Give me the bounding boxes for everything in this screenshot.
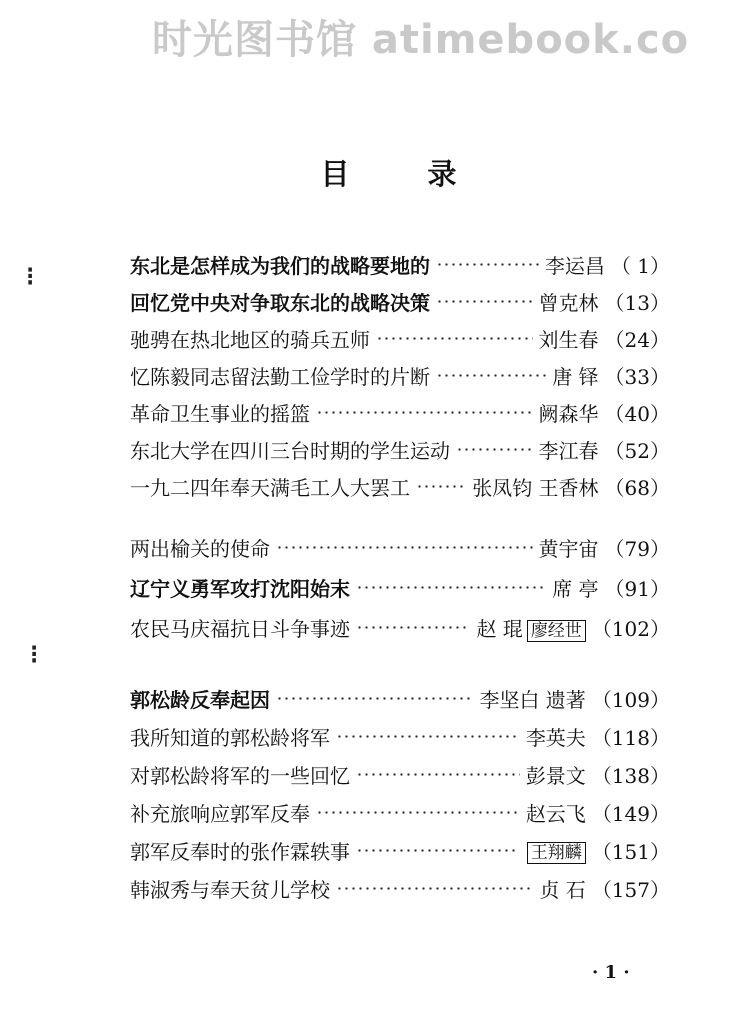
toc-entry-title: 补充旅响应郭军反奉 [130, 801, 310, 826]
toc-entry-page: （52） [604, 438, 670, 463]
toc-entry-title: 辽宁义勇军攻打沈阳始末 [130, 576, 350, 601]
toc-entry-title: 韩淑秀与奉天贫儿学校 [130, 877, 330, 902]
toc-entry-title: 一九二四年奉天满毛工人大罢工 [130, 475, 410, 500]
margin-ink-mark: ⁝ [26, 262, 35, 292]
toc-entry-title: 回忆党中央对争取东北的战略决策 [130, 290, 430, 315]
dot-leader [316, 811, 520, 814]
author-name: 李江春 [538, 438, 599, 463]
toc-entry-author [539, 435, 599, 464]
dot-leader [276, 697, 473, 700]
toc-entry-author [539, 874, 585, 903]
author-name: 李运昌 [544, 253, 605, 278]
toc-entry [130, 570, 670, 604]
toc-entry-page: （79） [604, 536, 670, 561]
toc-entry-title: 两出榆关的使命 [130, 536, 270, 561]
toc-entry-author [539, 398, 599, 427]
author-name: 赵 琨 [476, 616, 523, 641]
toc-entry-page: （24） [604, 327, 670, 352]
margin-ink-mark: ⁝ [30, 640, 39, 670]
toc-entry [130, 395, 670, 429]
toc-entry-title: 我所知道的郭松龄将军 [130, 725, 330, 750]
toc-entry-title: 东北是怎样成为我们的战略要地的 [130, 253, 430, 278]
toc-entry-page: （149） [591, 801, 670, 826]
toc-entry [130, 358, 670, 392]
toc-entry [130, 432, 670, 466]
toc-entry [130, 610, 670, 644]
author-name: 彭景文 [525, 763, 586, 788]
toc-entry-title: 郭松龄反奉起因 [130, 687, 270, 712]
author-name: 唐 铎 [552, 364, 599, 389]
toc-entry-title: 农民马庆福抗日斗争事迹 [130, 616, 350, 641]
toc-entry-page: （13） [604, 290, 670, 315]
dot-leader [356, 586, 546, 589]
toc-entry [130, 757, 670, 791]
author-name: 贞 石 [539, 877, 586, 902]
toc-entry-page: （91） [604, 576, 670, 601]
toc-entry [130, 795, 670, 829]
author-name: 李坚白 遗著 [479, 687, 586, 712]
dot-leader [376, 337, 533, 340]
toc-entry-author [545, 250, 605, 279]
author-name: 席 亭 [552, 576, 599, 601]
toc-entry-page: （33） [604, 364, 670, 389]
toc-entry [130, 530, 670, 564]
dot-leader [276, 546, 533, 549]
toc-entry-page: （102） [591, 616, 670, 641]
toc-entry-page: （118） [591, 725, 670, 750]
dot-leader [316, 411, 533, 414]
toc-entry-author [472, 472, 598, 501]
toc-entry [130, 247, 670, 281]
watermark: 时光图书馆 atimebook.co [152, 17, 690, 63]
toc-entry-author [523, 838, 586, 863]
toc-entry-page: （ 1） [610, 253, 670, 278]
author-name: 曾克林 [538, 290, 599, 315]
toc-entry-page: （151） [591, 839, 670, 864]
author-name: 李英夫 [525, 725, 586, 750]
dot-leader [436, 300, 533, 303]
dot-leader [356, 626, 470, 629]
dot-leader [436, 374, 546, 377]
author-name: 刘生春 [538, 327, 599, 352]
author-seal: 王翔麟 [527, 842, 586, 864]
dot-leader [416, 485, 466, 488]
toc-entry-title: 驰骋在热北地区的骑兵五师 [130, 327, 370, 352]
toc-entry-author [552, 573, 598, 602]
dot-leader [336, 735, 520, 738]
toc-entry-author [526, 760, 586, 789]
toc-entry [130, 681, 670, 715]
toc-entry-author [476, 613, 585, 642]
toc-entry-author [552, 361, 598, 390]
toc-entry [130, 321, 670, 355]
author-name: 阙森华 [538, 401, 599, 426]
dot-leader [456, 448, 533, 451]
toc-entry-title: 忆陈毅同志留法勤工俭学时的片断 [130, 364, 430, 389]
dot-leader [336, 887, 533, 890]
toc-entry-title: 郭军反奉时的张作霖轶事 [130, 839, 350, 864]
toc-entry-author [526, 722, 586, 751]
page-number: · 1 · [592, 962, 630, 983]
toc-entry-title: 东北大学在四川三台时期的学生运动 [130, 438, 450, 463]
toc-entry-page: （109） [591, 687, 670, 712]
toc-entry-author [526, 798, 586, 827]
toc-entry-title: 革命卫生事业的摇篮 [130, 401, 310, 426]
toc-entry-page: （157） [591, 877, 670, 902]
author-name: 黄宇宙 [538, 536, 599, 561]
page-title: 目 录 [320, 157, 491, 191]
toc-entry-page: （40） [604, 401, 670, 426]
toc-entry [130, 284, 670, 318]
author-name: 张凤钧 王香林 [472, 475, 599, 500]
toc-entry [130, 871, 670, 905]
author-seal: 廖经世 [527, 620, 586, 642]
toc-entry-title: 对郭松龄将军的一些回忆 [130, 763, 350, 788]
toc-entry-author [539, 324, 599, 353]
toc-entry-author [539, 533, 599, 562]
toc-entry [130, 719, 670, 753]
author-name: 赵云飞 [525, 801, 586, 826]
toc-entry [130, 469, 670, 503]
toc-entry-author [479, 684, 585, 713]
toc-entry [130, 833, 670, 867]
dot-leader [356, 849, 517, 852]
toc-entry-page: （138） [591, 763, 670, 788]
dot-leader [436, 263, 539, 266]
toc-entry-author [539, 287, 599, 316]
dot-leader [356, 773, 520, 776]
toc-entry-page: （68） [604, 475, 670, 500]
